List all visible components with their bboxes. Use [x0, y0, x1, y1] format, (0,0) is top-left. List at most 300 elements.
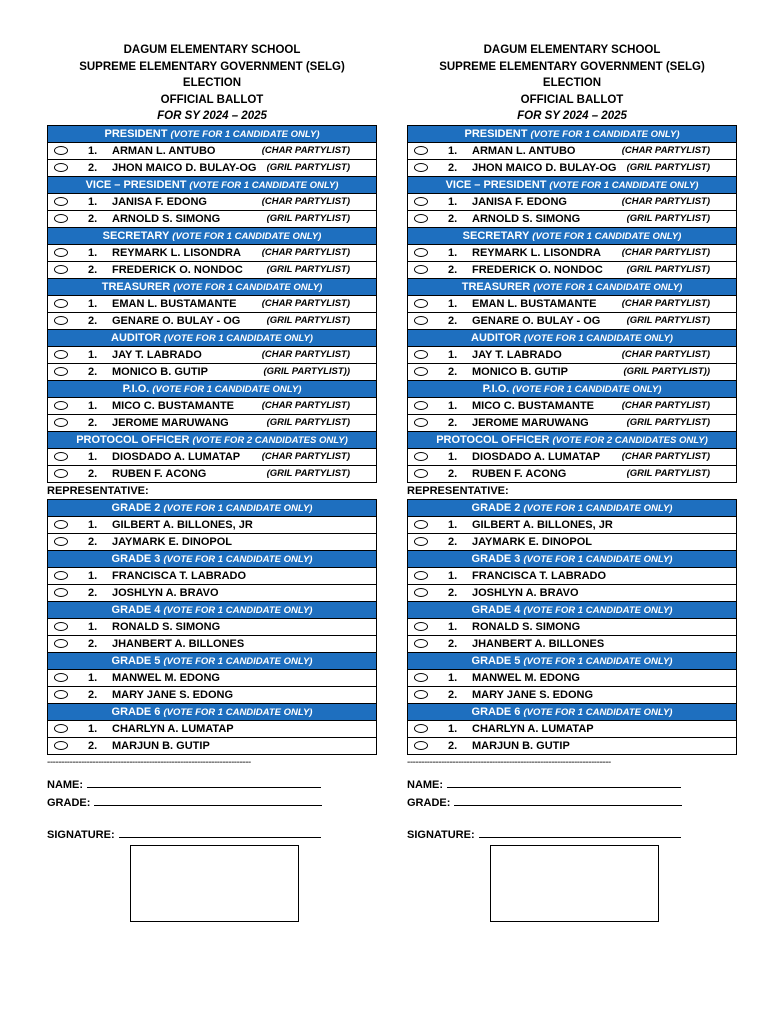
- vote-oval[interactable]: [414, 520, 428, 529]
- candidate-row[interactable]: [48, 245, 376, 262]
- candidate-number: 1.: [448, 348, 458, 361]
- candidate-number: 2.: [88, 263, 98, 276]
- candidate-row[interactable]: [48, 568, 376, 585]
- candidate-number: 1.: [448, 144, 458, 157]
- candidate-party: (CHAR PARTYLIST): [261, 246, 350, 258]
- government-name: SUPREME ELEMENTARY GOVERNMENT (SELG): [439, 60, 705, 73]
- section-title: AUDITOR: [111, 331, 161, 344]
- school-year: FOR SY 2024 – 2025: [157, 110, 267, 123]
- candidate-row[interactable]: [48, 296, 376, 313]
- section-title: SECRETARY: [462, 229, 530, 242]
- section-note: (VOTE FOR 1 CANDIDATE ONLY): [532, 230, 682, 242]
- candidate-number: 2.: [88, 365, 98, 378]
- section-header: [48, 551, 376, 568]
- candidate-party: (CHAR PARTYLIST): [261, 450, 350, 462]
- section-title: PROTOCOL OFFICER: [436, 433, 550, 446]
- candidate-party: (GRIL PARTYLIST): [626, 467, 710, 479]
- vote-oval[interactable]: [54, 452, 68, 461]
- candidate-number: 1.: [448, 671, 458, 684]
- vote-oval[interactable]: [54, 197, 68, 206]
- vote-oval[interactable]: [54, 622, 68, 631]
- vote-oval[interactable]: [414, 588, 428, 597]
- candidate-number: 1.: [88, 671, 98, 684]
- signature-field: [47, 826, 377, 844]
- section-note: (VOTE FOR 1 CANDIDATE ONLY): [523, 332, 673, 344]
- candidate-party: (GRIL PARTYLIST): [626, 212, 710, 224]
- vote-oval[interactable]: [414, 163, 428, 172]
- vote-oval[interactable]: [54, 673, 68, 682]
- candidate-party: (GRIL PARTYLIST): [266, 314, 350, 326]
- section-header: [408, 279, 736, 296]
- section-note: (VOTE FOR 1 CANDIDATE ONLY): [523, 553, 673, 565]
- candidate-number: 2.: [88, 739, 98, 752]
- candidate-row[interactable]: [408, 568, 736, 585]
- vote-oval[interactable]: [54, 350, 68, 359]
- section-header: [48, 653, 376, 670]
- candidate-name: ARMAN L. ANTUBO: [472, 144, 576, 157]
- candidate-party: (GRIL PARTYLIST): [266, 212, 350, 224]
- vote-oval[interactable]: [54, 316, 68, 325]
- candidate-name: RUBEN F. ACONG: [472, 467, 567, 480]
- representative-label: REPRESENTATIVE:: [407, 484, 509, 497]
- candidate-row[interactable]: [408, 398, 736, 415]
- candidate-row[interactable]: [408, 211, 736, 228]
- name-label: NAME:: [47, 778, 84, 791]
- candidate-row[interactable]: [408, 721, 736, 738]
- name-line[interactable]: [447, 777, 681, 788]
- section-note: (VOTE FOR 1 CANDIDATE ONLY): [163, 553, 313, 565]
- candidate-name: DIOSDADO A. LUMATAP: [472, 450, 601, 463]
- candidate-party: (CHAR PARTYLIST): [621, 195, 710, 207]
- vote-oval[interactable]: [414, 537, 428, 546]
- representatives-table: [407, 499, 737, 755]
- candidate-party: (GRIL PARTYLIST)): [623, 365, 710, 377]
- candidate-party: (GRIL PARTYLIST): [626, 416, 710, 428]
- candidate-name: CHARLYN A. LUMATAP: [472, 722, 594, 735]
- officers-table: [47, 125, 377, 483]
- thumbmark-box: [490, 845, 659, 922]
- candidate-party: (GRIL PARTYLIST): [626, 263, 710, 275]
- candidate-party: (GRIL PARTYLIST): [626, 314, 710, 326]
- section-note: (VOTE FOR 1 CANDIDATE ONLY): [512, 383, 662, 395]
- candidate-party: (CHAR PARTYLIST): [621, 450, 710, 462]
- grade-line[interactable]: [94, 795, 322, 806]
- section-header: [48, 228, 376, 245]
- government-name: SUPREME ELEMENTARY GOVERNMENT (SELG): [79, 60, 345, 73]
- vote-oval[interactable]: [414, 214, 428, 223]
- section-note: (VOTE FOR 1 CANDIDATE ONLY): [533, 281, 683, 293]
- candidate-name: RUBEN F. ACONG: [112, 467, 207, 480]
- candidate-name: ARNOLD S. SIMONG: [472, 212, 581, 225]
- vote-oval[interactable]: [54, 163, 68, 172]
- candidate-row[interactable]: [408, 296, 736, 313]
- candidate-number: 2.: [88, 467, 98, 480]
- vote-oval[interactable]: [414, 248, 428, 257]
- vote-oval[interactable]: [54, 418, 68, 427]
- section-title: VICE – PRESIDENT: [85, 178, 187, 191]
- section-title: PRESIDENT: [464, 127, 528, 140]
- section-note: (VOTE FOR 1 CANDIDATE ONLY): [163, 604, 313, 616]
- vote-oval[interactable]: [54, 537, 68, 546]
- grade-label: GRADE:: [407, 796, 451, 809]
- vote-oval[interactable]: [54, 724, 68, 733]
- signature-line[interactable]: [119, 827, 321, 838]
- vote-oval[interactable]: [414, 741, 428, 750]
- section-header: [408, 704, 736, 721]
- candidate-name: JOSHLYN A. BRAVO: [112, 586, 219, 599]
- section-title: GRADE 5: [471, 654, 521, 667]
- candidate-party: (CHAR PARTYLIST): [261, 399, 350, 411]
- candidate-party: (GRIL PARTYLIST): [266, 161, 350, 173]
- section-title: GRADE 5: [111, 654, 161, 667]
- candidate-number: 1.: [448, 399, 458, 412]
- school-name: DAGUM ELEMENTARY SCHOOL: [123, 44, 301, 56]
- candidate-number: 2.: [88, 314, 98, 327]
- section-note: (VOTE FOR 1 CANDIDATE ONLY): [172, 230, 322, 242]
- name-field: [47, 776, 377, 794]
- ballot-title: OFFICIAL BALLOT: [160, 93, 264, 106]
- candidate-number: 2.: [448, 263, 458, 276]
- section-title: GRADE 2: [111, 501, 161, 514]
- section-header: [408, 381, 736, 398]
- candidate-row[interactable]: [408, 415, 736, 432]
- thumbmark-box: [130, 845, 299, 922]
- vote-oval[interactable]: [414, 367, 428, 376]
- candidate-name: JAYMARK E. DINOPOL: [472, 535, 593, 548]
- candidate-row[interactable]: [48, 160, 376, 177]
- name-field: [407, 776, 737, 794]
- candidate-row[interactable]: [408, 262, 736, 279]
- section-title: GRADE 3: [471, 552, 521, 565]
- grade-field: [47, 794, 377, 812]
- vote-oval[interactable]: [54, 741, 68, 750]
- vote-oval[interactable]: [414, 724, 428, 733]
- candidate-party: (CHAR PARTYLIST): [621, 297, 710, 309]
- candidate-name: GENARE O. BULAY - OG: [112, 314, 241, 327]
- officers-table: [407, 125, 737, 483]
- candidate-name: JHON MAICO D. BULAY-OG: [472, 161, 617, 174]
- candidate-number: 2.: [88, 212, 98, 225]
- ballot-header: [407, 42, 737, 125]
- ballot-header: [47, 42, 377, 125]
- section-title: PRESIDENT: [104, 127, 168, 140]
- section-header: [408, 432, 736, 449]
- vote-oval[interactable]: [414, 469, 428, 478]
- candidate-name: MONICO B. GUTIP: [112, 365, 208, 378]
- vote-oval[interactable]: [414, 146, 428, 155]
- candidate-row[interactable]: [48, 415, 376, 432]
- candidate-number: 1.: [88, 348, 98, 361]
- section-title: PROTOCOL OFFICER: [76, 433, 190, 446]
- candidate-name: MICO C. BUSTAMANTE: [472, 399, 595, 412]
- vote-oval[interactable]: [54, 214, 68, 223]
- candidate-name: RONALD S. SIMONG: [472, 620, 581, 633]
- candidate-row[interactable]: [48, 738, 376, 755]
- candidate-row[interactable]: [48, 364, 376, 381]
- candidate-row[interactable]: [48, 670, 376, 687]
- vote-oval[interactable]: [414, 350, 428, 359]
- candidate-number: 2.: [448, 365, 458, 378]
- candidate-row[interactable]: [48, 619, 376, 636]
- election-label: ELECTION: [182, 77, 242, 90]
- section-header: [48, 432, 376, 449]
- candidate-number: 2.: [88, 637, 98, 650]
- section-header: [408, 177, 736, 194]
- section-header: [48, 381, 376, 398]
- grade-field: [407, 794, 737, 812]
- section-title: AUDITOR: [471, 331, 521, 344]
- vote-oval[interactable]: [54, 367, 68, 376]
- vote-oval[interactable]: [414, 690, 428, 699]
- candidate-number: 2.: [448, 535, 458, 548]
- candidate-name: JHANBERT A. BILLONES: [112, 637, 245, 650]
- vote-oval[interactable]: [414, 622, 428, 631]
- candidate-row[interactable]: [48, 143, 376, 160]
- candidate-row[interactable]: [48, 347, 376, 364]
- section-note: (VOTE FOR 1 CANDIDATE ONLY): [523, 604, 673, 616]
- signature-field: [407, 826, 737, 844]
- candidate-name: MARY JANE S. EDONG: [472, 688, 594, 701]
- section-header: [408, 330, 736, 347]
- vote-oval[interactable]: [414, 452, 428, 461]
- candidate-row[interactable]: [408, 449, 736, 466]
- representatives-table: [47, 499, 377, 755]
- election-label: ELECTION: [542, 77, 602, 90]
- candidate-number: 2.: [88, 161, 98, 174]
- candidate-name: MARY JANE S. EDONG: [112, 688, 234, 701]
- candidate-name: GILBERT A. BILLONES, JR: [112, 518, 253, 531]
- candidate-row[interactable]: [48, 585, 376, 602]
- candidate-row[interactable]: [408, 245, 736, 262]
- candidate-number: 1.: [88, 246, 98, 259]
- candidate-party: (GRIL PARTYLIST)): [263, 365, 350, 377]
- section-note: (VOTE FOR 1 CANDIDATE ONLY): [163, 706, 313, 718]
- vote-oval[interactable]: [414, 316, 428, 325]
- section-note: (VOTE FOR 1 CANDIDATE ONLY): [163, 655, 313, 667]
- section-title: P.I.O.: [122, 382, 150, 395]
- signature-label: SIGNATURE:: [407, 828, 475, 841]
- section-header: [408, 500, 736, 517]
- candidate-name: EMAN L. BUSTAMANTE: [472, 297, 597, 310]
- candidate-number: 2.: [448, 416, 458, 429]
- vote-oval[interactable]: [414, 571, 428, 580]
- vote-oval[interactable]: [414, 197, 428, 206]
- section-note: (VOTE FOR 1 CANDIDATE ONLY): [170, 128, 320, 140]
- candidate-name: DIOSDADO A. LUMATAP: [112, 450, 241, 463]
- section-note: (VOTE FOR 2 CANDIDATES ONLY): [552, 434, 708, 446]
- candidate-name: GENARE O. BULAY - OG: [472, 314, 601, 327]
- candidate-party: (CHAR PARTYLIST): [621, 399, 710, 411]
- candidate-number: 1.: [448, 195, 458, 208]
- candidate-name: JANISA F. EDONG: [112, 195, 207, 208]
- vote-oval[interactable]: [414, 299, 428, 308]
- candidate-name: FREDERICK O. NONDOC: [112, 263, 243, 276]
- vote-oval[interactable]: [54, 248, 68, 257]
- section-header: [48, 500, 376, 517]
- section-header: [48, 330, 376, 347]
- candidate-row[interactable]: [48, 211, 376, 228]
- candidate-name: JAY T. LABRADO: [472, 348, 562, 361]
- candidate-row[interactable]: [408, 194, 736, 211]
- candidate-name: ARMAN L. ANTUBO: [112, 144, 216, 157]
- vote-oval[interactable]: [54, 588, 68, 597]
- candidate-name: CHARLYN A. LUMATAP: [112, 722, 234, 735]
- ballot-left: [47, 42, 377, 844]
- candidate-number: 2.: [88, 586, 98, 599]
- candidate-name: FRANCISCA T. LABRADO: [112, 569, 247, 582]
- candidate-row[interactable]: [48, 449, 376, 466]
- section-header: [408, 653, 736, 670]
- candidate-row[interactable]: [48, 687, 376, 704]
- school-name: DAGUM ELEMENTARY SCHOOL: [483, 44, 661, 56]
- candidate-number: 2.: [448, 314, 458, 327]
- candidate-number: 1.: [448, 569, 458, 582]
- candidate-number: 2.: [448, 161, 458, 174]
- candidate-row[interactable]: [48, 194, 376, 211]
- candidate-number: 1.: [88, 569, 98, 582]
- section-header: [408, 228, 736, 245]
- signature-line[interactable]: [479, 827, 681, 838]
- candidate-name: JOSHLYN A. BRAVO: [472, 586, 579, 599]
- candidate-party: (CHAR PARTYLIST): [261, 144, 350, 156]
- section-note: (VOTE FOR 1 CANDIDATE ONLY): [523, 706, 673, 718]
- candidate-number: 1.: [448, 620, 458, 633]
- section-title: SECRETARY: [102, 229, 170, 242]
- candidate-name: GILBERT A. BILLONES, JR: [472, 518, 613, 531]
- vote-oval[interactable]: [54, 299, 68, 308]
- candidate-name: JHANBERT A. BILLONES: [472, 637, 605, 650]
- candidate-row[interactable]: [48, 466, 376, 483]
- name-line[interactable]: [87, 777, 321, 788]
- candidate-number: 2.: [448, 739, 458, 752]
- ballot-right: [407, 42, 737, 844]
- candidate-row[interactable]: [408, 670, 736, 687]
- candidate-party: (GRIL PARTYLIST): [266, 416, 350, 428]
- candidate-row[interactable]: [48, 636, 376, 653]
- candidate-row[interactable]: [408, 636, 736, 653]
- candidate-number: 2.: [448, 212, 458, 225]
- candidate-number: 1.: [88, 399, 98, 412]
- candidate-number: 1.: [88, 297, 98, 310]
- candidate-row[interactable]: [48, 517, 376, 534]
- section-title: GRADE 2: [471, 501, 521, 514]
- name-label: NAME:: [407, 778, 444, 791]
- section-note: (VOTE FOR 1 CANDIDATE ONLY): [163, 502, 313, 514]
- vote-oval[interactable]: [414, 639, 428, 648]
- candidate-row[interactable]: [408, 585, 736, 602]
- ballot-title: OFFICIAL BALLOT: [520, 93, 624, 106]
- candidate-number: 2.: [448, 688, 458, 701]
- section-title: GRADE 6: [471, 705, 521, 718]
- candidate-name: MICO C. BUSTAMANTE: [112, 399, 235, 412]
- candidate-row[interactable]: [408, 466, 736, 483]
- vote-oval[interactable]: [414, 418, 428, 427]
- candidate-number: 1.: [88, 722, 98, 735]
- candidate-number: 1.: [88, 620, 98, 633]
- candidate-number: 1.: [448, 297, 458, 310]
- section-note: (VOTE FOR 1 CANDIDATE ONLY): [523, 502, 673, 514]
- section-note: (VOTE FOR 1 CANDIDATE ONLY): [523, 655, 673, 667]
- candidate-number: 2.: [448, 586, 458, 599]
- candidate-name: JEROME MARUWANG: [112, 416, 229, 429]
- vote-oval[interactable]: [414, 265, 428, 274]
- candidate-row[interactable]: [48, 534, 376, 551]
- vote-oval[interactable]: [54, 571, 68, 580]
- candidate-row[interactable]: [408, 619, 736, 636]
- section-title: VICE – PRESIDENT: [445, 178, 547, 191]
- candidate-party: (CHAR PARTYLIST): [621, 144, 710, 156]
- vote-oval[interactable]: [414, 401, 428, 410]
- candidate-row[interactable]: [408, 160, 736, 177]
- candidate-name: FREDERICK O. NONDOC: [472, 263, 603, 276]
- candidate-number: 2.: [88, 688, 98, 701]
- vote-oval[interactable]: [54, 639, 68, 648]
- section-title: GRADE 4: [471, 603, 521, 616]
- section-header: [48, 704, 376, 721]
- vote-oval[interactable]: [54, 520, 68, 529]
- vote-oval[interactable]: [54, 401, 68, 410]
- candidate-row[interactable]: [48, 721, 376, 738]
- vote-oval[interactable]: [54, 146, 68, 155]
- candidate-name: JAYMARK E. DINOPOL: [112, 535, 233, 548]
- grade-line[interactable]: [454, 795, 682, 806]
- candidate-row[interactable]: [408, 738, 736, 755]
- vote-oval[interactable]: [54, 469, 68, 478]
- candidate-row[interactable]: [408, 687, 736, 704]
- candidate-number: 1.: [448, 722, 458, 735]
- representative-label: REPRESENTATIVE:: [47, 484, 149, 497]
- candidate-row[interactable]: [48, 313, 376, 330]
- vote-oval[interactable]: [414, 673, 428, 682]
- section-note: (VOTE FOR 1 CANDIDATE ONLY): [530, 128, 680, 140]
- section-note: (VOTE FOR 1 CANDIDATE ONLY): [152, 383, 302, 395]
- candidate-name: MONICO B. GUTIP: [472, 365, 568, 378]
- vote-oval[interactable]: [54, 690, 68, 699]
- candidate-name: JANISA F. EDONG: [472, 195, 567, 208]
- candidate-row[interactable]: [408, 517, 736, 534]
- candidate-number: 1.: [88, 518, 98, 531]
- candidate-row[interactable]: [408, 143, 736, 160]
- candidate-row[interactable]: [48, 262, 376, 279]
- candidate-name: EMAN L. BUSTAMANTE: [112, 297, 237, 310]
- cut-divider: ------------------------------------------------------------------------: [407, 756, 611, 768]
- candidate-row[interactable]: [408, 364, 736, 381]
- candidate-party: (CHAR PARTYLIST): [261, 195, 350, 207]
- candidate-name: JHON MAICO D. BULAY-OG: [112, 161, 257, 174]
- candidate-name: FRANCISCA T. LABRADO: [472, 569, 607, 582]
- candidate-number: 1.: [448, 450, 458, 463]
- candidate-name: RONALD S. SIMONG: [112, 620, 221, 633]
- candidate-name: REYMARK L. LISONDRA: [112, 246, 241, 259]
- candidate-row[interactable]: [48, 398, 376, 415]
- section-header: [48, 602, 376, 619]
- candidate-row[interactable]: [408, 313, 736, 330]
- candidate-name: MARJUN B. GUTIP: [112, 739, 210, 752]
- candidate-number: 1.: [448, 246, 458, 259]
- vote-oval[interactable]: [54, 265, 68, 274]
- section-title: GRADE 3: [111, 552, 161, 565]
- section-title: P.I.O.: [482, 382, 510, 395]
- candidate-number: 2.: [88, 416, 98, 429]
- candidate-row[interactable]: [408, 534, 736, 551]
- section-note: (VOTE FOR 1 CANDIDATE ONLY): [189, 179, 339, 191]
- candidate-party: (GRIL PARTYLIST): [266, 263, 350, 275]
- candidate-row[interactable]: [408, 347, 736, 364]
- candidate-name: JEROME MARUWANG: [472, 416, 589, 429]
- candidate-name: MANWEL M. EDONG: [472, 671, 580, 684]
- signature-label: SIGNATURE:: [47, 828, 115, 841]
- candidate-name: MARJUN B. GUTIP: [472, 739, 570, 752]
